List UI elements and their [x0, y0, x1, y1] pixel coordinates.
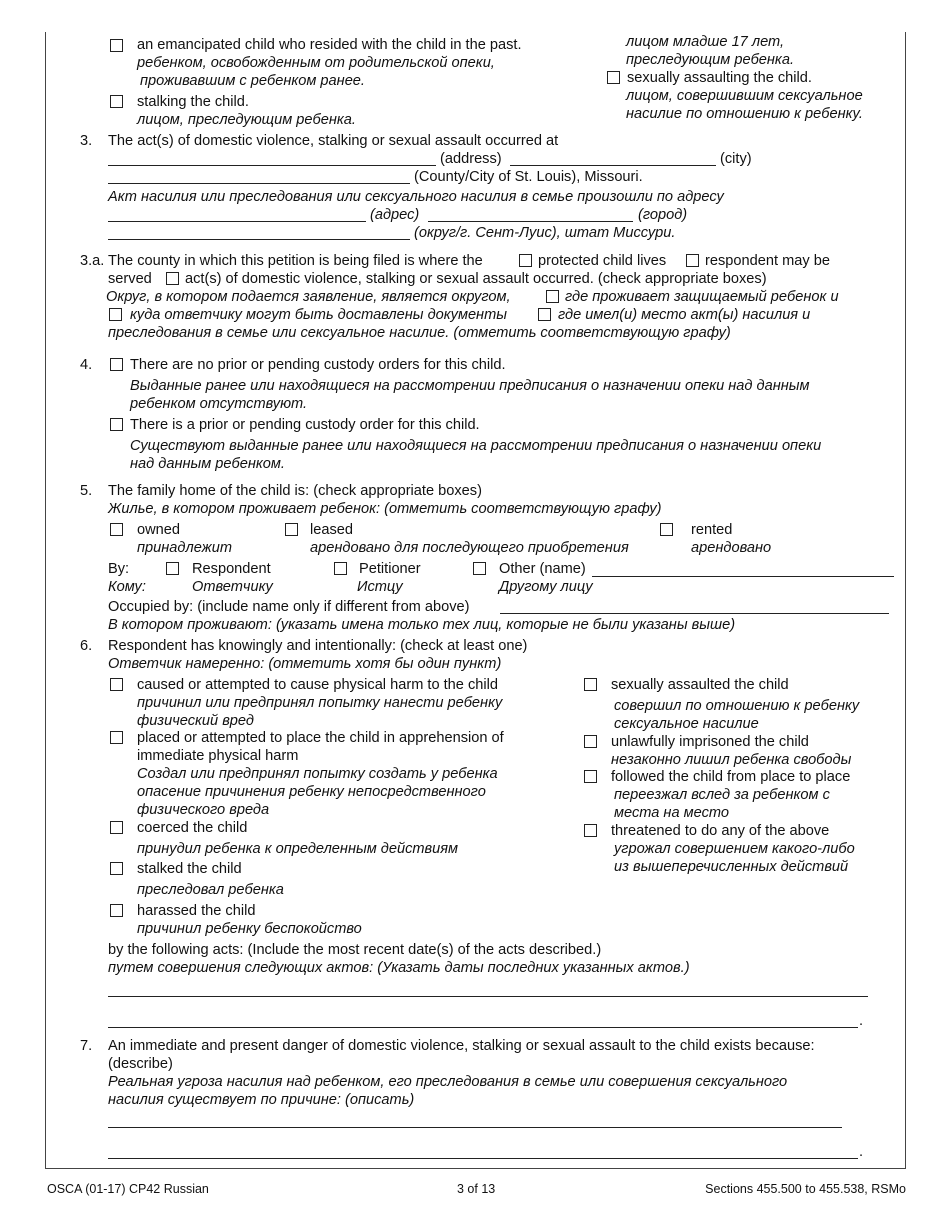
section-3-en: The act(s) of domestic violence, stalking or sexual assault occurred at	[108, 133, 559, 149]
stalked-ru: преследовал ребенка	[137, 882, 284, 898]
section-7-en-1: An immediate and present danger of domestic violence, stalking or sexual assault to the child exists because:	[108, 1038, 815, 1054]
section-5-ru: Жилье, в котором проживает ребенок: (отметить соответствующую графу)	[108, 501, 662, 517]
no-custody-en: There are no prior or pending custody orders for this child.	[130, 357, 506, 373]
fear-ru-1: Создал или предпринял попытку создать у ребенка	[137, 766, 498, 782]
section-7-en-2: (describe)	[108, 1056, 173, 1072]
address-label: (address)	[440, 151, 502, 167]
respondent-ru: Ответчику	[192, 579, 273, 595]
coerced-ru: принудил ребенка к определенным действиям	[137, 841, 459, 857]
address-line[interactable]	[108, 165, 436, 166]
other-name-line[interactable]	[592, 576, 894, 577]
checkbox-prior-custody-order[interactable]	[110, 418, 123, 431]
address-ru-label: (адрес)	[370, 207, 420, 223]
right-ru-2: преследующим ребенка.	[626, 52, 794, 68]
footer-page-number: 3 of 13	[457, 1182, 496, 1196]
section-3a-en-1: The county in which this petition is being filed is where the	[108, 253, 483, 269]
section-7-number: 7.	[80, 1038, 93, 1054]
section-3-ru: Акт насилия или преследования или сексуального насилия в семье произошли по адресу	[108, 189, 724, 205]
harm-ru-1: причинил или предпринял попытку нанести ребенку	[137, 695, 503, 711]
checkbox-acts-occurred[interactable]	[166, 272, 179, 285]
sexual-en: sexually assaulting the child.	[627, 70, 812, 86]
checkbox-followed[interactable]	[584, 770, 597, 783]
respondent-may-be: respondent may be	[705, 253, 830, 269]
sexual-ru-2: насилие по отношению к ребенку.	[626, 106, 863, 122]
emancipated-en: an emancipated child who resided with the child in the past.	[137, 37, 522, 53]
imprisoned-ru: незаконно лишил ребенка свободы	[611, 752, 852, 768]
checkbox-harassed[interactable]	[110, 904, 123, 917]
imprisoned-en: unlawfully imprisoned the child	[611, 734, 809, 750]
section-6-ru: Ответчик намеренно: (отметить хотя бы один пункт)	[108, 656, 502, 672]
footer-form-id: OSCA (01-17) CP42 Russian	[47, 1182, 209, 1196]
city-line[interactable]	[510, 165, 716, 166]
city-label: (city)	[720, 151, 752, 167]
checkbox-threatened[interactable]	[584, 824, 597, 837]
checkbox-protected-child-lives[interactable]	[519, 254, 532, 267]
right-ru-1: лицом младше 17 лет,	[626, 34, 785, 50]
county-ru-label: (округ/г. Сент-Луис), штат Миссури.	[414, 225, 676, 241]
checkbox-emancipated[interactable]	[110, 39, 123, 52]
owned-ru: принадлежит	[137, 540, 232, 556]
checkbox-physical-harm[interactable]	[110, 678, 123, 691]
stalked-en: stalked the child	[137, 861, 242, 877]
rented-label: rented	[691, 522, 733, 538]
fear-en-2: immediate physical harm	[137, 748, 299, 764]
danger-period: .	[859, 1144, 864, 1160]
acts-line-1[interactable]	[108, 996, 868, 997]
section-7-ru-2: насилия существует по причине: (описать)	[108, 1092, 415, 1108]
section-6-en: Respondent has knowingly and intentionally: (check at least one)	[108, 638, 528, 654]
county-line[interactable]	[108, 183, 410, 184]
followed-ru-1: переезжал вслед за ребенком с	[614, 787, 830, 803]
checkbox-ru-served[interactable]	[109, 308, 122, 321]
acts-period: .	[859, 1013, 864, 1029]
section-3a-ru-3: преследования в семье или сексуальное насилие. (отметить соответствующую графу)	[108, 325, 731, 341]
by-label: By:	[108, 561, 130, 577]
harassed-ru: причинил ребенку беспокойство	[137, 921, 362, 937]
danger-line-2[interactable]	[108, 1158, 858, 1159]
checkbox-respondent-served[interactable]	[686, 254, 699, 267]
section-5-number: 5.	[80, 483, 93, 499]
other-ru: Другому лицу	[499, 579, 593, 595]
coerced-en: coerced the child	[137, 820, 248, 836]
harm-en: caused or attempted to cause physical harm to the child	[137, 677, 498, 693]
petitioner-ru: Истцу	[357, 579, 403, 595]
harassed-en: harassed the child	[137, 903, 256, 919]
checkbox-stalked[interactable]	[110, 862, 123, 875]
fear-en-1: placed or attempted to place the child in apprehension of	[137, 730, 504, 746]
ru-child-lives: где проживает защищаемый ребенок и	[565, 289, 839, 305]
danger-line-1[interactable]	[108, 1127, 842, 1128]
checkbox-coerced[interactable]	[110, 821, 123, 834]
prior-custody-en: There is a prior or pending custody order for this child.	[130, 417, 480, 433]
leased-ru: арендовано для последующего приобретения	[310, 540, 629, 556]
checkbox-ru-child-lives[interactable]	[546, 290, 559, 303]
checkbox-sexually-assaulting[interactable]	[607, 71, 620, 84]
section-5-en: The family home of the child is: (check appropriate boxes)	[108, 483, 482, 499]
section-4-number: 4.	[80, 357, 93, 373]
other-label: Other (name)	[499, 561, 586, 577]
checkbox-stalking[interactable]	[110, 95, 123, 108]
by-ru: Кому:	[108, 579, 146, 595]
petitioner-label: Petitioner	[359, 561, 421, 577]
section-3a-ru-1: Округ, в котором подается заявление, является округом,	[106, 289, 511, 305]
occupied-label: Occupied by: (include name only if different from above)	[108, 599, 470, 615]
emancipated-ru-2: проживавшим с ребенком ранее.	[140, 73, 365, 89]
owned-label: owned	[137, 522, 181, 538]
no-custody-ru-2: ребенком отсутствуют.	[130, 396, 308, 412]
city-ru-label: (город)	[638, 207, 688, 223]
checkbox-apprehension[interactable]	[110, 731, 123, 744]
checkbox-owned[interactable]	[110, 523, 123, 536]
city-ru-line[interactable]	[428, 221, 633, 222]
sexual-ru-1: лицом, совершившим сексуальное	[626, 88, 863, 104]
footer-sections: Sections 455.500 to 455.538, RSMo	[705, 1182, 906, 1196]
county-label: (County/City of St. Louis), Missouri.	[414, 169, 643, 185]
acts-occurred: act(s) of domestic violence, stalking or sexual assault occurred. (check appropriate boxes)	[185, 271, 767, 287]
occupied-ru: В котором проживают: (указать имена только тех лиц, которые не были указаны выше)	[108, 617, 736, 633]
address-ru-line[interactable]	[108, 221, 366, 222]
checkbox-leased[interactable]	[285, 523, 298, 536]
respondent-label: Respondent	[192, 561, 271, 577]
prior-custody-ru-1: Существуют выданные ранее или находящиеся на рассмотрении предписания о назначении опеки	[130, 438, 822, 454]
acts-line-2[interactable]	[108, 1027, 858, 1028]
checkbox-respondent[interactable]	[166, 562, 179, 575]
ru-acts: где имел(и) место акт(ы) насилия и	[558, 307, 811, 323]
acts-ru: путем совершения следующих актов: (Указать даты последних указанных актов.)	[108, 960, 690, 976]
checkbox-rented[interactable]	[660, 523, 673, 536]
protected-child-lives: protected child lives	[538, 253, 667, 269]
stalking-en: stalking the child.	[137, 94, 249, 110]
rented-ru: арендовано	[691, 540, 772, 556]
checkbox-other[interactable]	[473, 562, 486, 575]
checkbox-no-custody-orders[interactable]	[110, 358, 123, 371]
harm-ru-2: физический вред	[137, 713, 254, 729]
threatened-ru-2: из вышеперечисленных действий	[614, 859, 849, 875]
section-3a-number: 3.a.	[80, 253, 105, 269]
checkbox-ru-acts[interactable]	[538, 308, 551, 321]
threatened-ru-1: угрожал совершением какого-либо	[614, 841, 855, 857]
sexual-assault-en: sexually assaulted the child	[611, 677, 789, 693]
prior-custody-ru-2: над данным ребенком.	[130, 456, 285, 472]
sexual-assault-ru-2: сексуальное насилие	[614, 716, 759, 732]
leased-label: leased	[310, 522, 354, 538]
followed-ru-2: места на место	[614, 805, 729, 821]
fear-ru-2: опасение причинения ребенку непосредственного	[137, 784, 486, 800]
section-7-ru-1: Реальная угроза насилия над ребенком, его преследования в семье или совершения сексуального	[108, 1074, 788, 1090]
checkbox-petitioner[interactable]	[334, 562, 347, 575]
stalking-ru: лицом, преследующим ребенка.	[137, 112, 356, 128]
checkbox-sexually-assaulted[interactable]	[584, 678, 597, 691]
fear-ru-3: физического вреда	[137, 802, 270, 818]
threatened-en: threatened to do any of the above	[611, 823, 830, 839]
followed-en: followed the child from place to place	[611, 769, 851, 785]
checkbox-imprisoned[interactable]	[584, 735, 597, 748]
occupied-line[interactable]	[500, 613, 889, 614]
section-3-number: 3.	[80, 133, 93, 149]
acts-en: by the following acts: (Include the most recent date(s) of the acts described.)	[108, 942, 602, 958]
section-6-number: 6.	[80, 638, 93, 654]
no-custody-ru-1: Выданные ранее или находящиеся на рассмотрении предписания о назначении опеки над данным	[130, 378, 810, 394]
served-label: served	[108, 271, 152, 287]
sexual-assault-ru-1: совершил по отношению к ребенку	[614, 698, 860, 714]
county-ru-line[interactable]	[108, 239, 410, 240]
ru-served: куда ответчику могут быть доставлены документы	[130, 307, 507, 323]
emancipated-ru: ребенком, освобожденным от родительской опеки,	[137, 55, 495, 71]
